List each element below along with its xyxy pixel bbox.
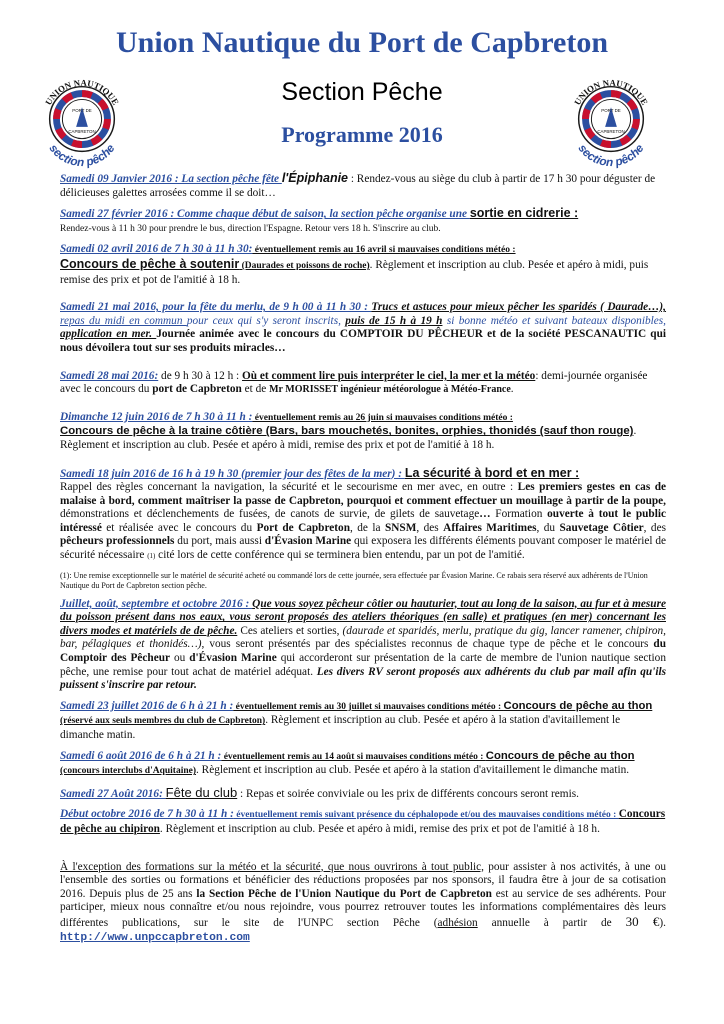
event-date: Samedi 09 Janvier 2016 : La section pêche fête: [60, 173, 282, 185]
footer-text: pour assister à nos activités, à une ou l'ensemble des sorties ou formations et bénéficier des réductions proposées par nos sponsors, il faudra être à jour de sa cotisation 2016. Depuis plus de 25 ans: [60, 860, 666, 900]
event-text: , des: [416, 521, 444, 534]
event-date: Samedi 23 juillet 2016 de 6 h à 21 h :: [60, 699, 234, 712]
event-fete-merlu: [60, 301, 666, 355]
footnote: (1): Une remise exceptionnelle sur le matériel de sécurité acheté ou commandé lors de cette journée, sera effectuée par Évasion Marine. Ce rabais sera réservé aux adhérents de l'Union Nautique du Port de Capbreton section pêche.: [60, 570, 648, 590]
event-part: puis de 15 h à 19 h: [345, 314, 443, 327]
event-text: Les premiers gestes en cas de malaise à bord, comment maîtriser la passe de Capbreton, pourquoi et comment effectuer un mouillage à partir de la poupe,: [60, 481, 666, 507]
event-org: Mr MORISSET ingénieur météorologue à Météo-France: [269, 384, 511, 396]
event-date: Samedi 18 juin 2016 de 16 h à 19 h 30 (premier jour des fêtes de la mer) :: [60, 467, 405, 480]
event-text: Ces ateliers et sorties,: [237, 624, 343, 637]
programme-heading: Programme 2016: [281, 122, 443, 147]
event-list: [60, 172, 666, 952]
event-text: : Rendez-vous au siège du club à partir de 17 h 30 pour déguster de délicieuses galettes arrosées comme il se doit…: [60, 173, 656, 199]
event-date: Samedi 6 août 2016 de 6 h à 21 h :: [60, 749, 222, 762]
event-text: ou: [170, 652, 190, 665]
event-text: Rendez-vous à 11 h 30 pour prendre le bus, direction l'Espagne. Retour vers 18 h. S'inscrire au club.: [60, 223, 441, 234]
svg-text:CAPBRETON: CAPBRETON: [597, 128, 625, 134]
footer-paragraph: [60, 861, 666, 946]
event-text: Journée animée avec le concours du COMPTOIR DU PÊCHEUR et de la société PESCANAUTIC qui nous dévoilera tout sur ses produits miracles…: [60, 328, 666, 354]
event-highlight: Concours de pêche au thon: [503, 699, 653, 712]
event-highlight: l'Épiphanie: [281, 171, 349, 185]
event-highlight: Fête du club: [165, 784, 238, 800]
event-date: Samedi 27 février 2016 : Comme chaque début de saison, la section pêche organise une: [60, 208, 470, 221]
event-text: : demi-journée organisée avec le concours du: [60, 369, 648, 396]
event-date: Samedi 21 mai 2016, pour la fête du merlu, de 9 h 00 à 11 h 30 :: [60, 301, 372, 314]
website-link[interactable]: http://www.unpccapbreton.com: [60, 931, 250, 944]
footer-text: annuelle à partir de: [477, 916, 626, 929]
club-logo-left: [33, 72, 131, 170]
event-fete-club: [60, 786, 666, 802]
svg-text:CAPBRETON: CAPBRETON: [68, 128, 96, 134]
svg-text:section pêche: section pêche: [575, 141, 647, 170]
footer-text: ).: [659, 916, 666, 929]
event-ateliers-ete: [60, 598, 666, 693]
event-text: du port, mais aussi: [174, 535, 265, 548]
event-text: qui accorderont sur présentation de la carte de membre de l'union nautique section pêche, une remise pour tout achat de matériel adéquat.: [60, 652, 666, 678]
event-date: Dimanche 12 juin 2016 de 7 h 30 à 11 h :: [60, 410, 253, 423]
event-text: d'Évasion Marine: [264, 535, 352, 548]
footer-text: adhésion: [437, 916, 478, 929]
event-text: pêcheurs professionnels: [60, 535, 175, 548]
event-text: Port de Capbreton: [256, 521, 350, 534]
event-text: …: [479, 508, 491, 521]
section-subtitle: Section Pêche: [281, 78, 443, 106]
event-date: Samedi 02 avril 2016 de 7 h 30 à 11 h 30:: [60, 243, 253, 256]
event-text: . Règlement et inscription au club. Pesée et apéro à la station d'avitaillement le dimanche matin.: [196, 764, 630, 777]
event-detail: (concours interclubs d'Aquitaine): [60, 766, 197, 777]
event-org: port de Capbreton: [152, 383, 242, 396]
event-part: pour ceux qui s'y seront inscrits,: [186, 314, 346, 327]
event-detail: (réservé aux seuls membres du club de Capbreton): [60, 716, 266, 727]
event-text: d'Évasion Marine: [189, 652, 277, 665]
event-text: , du: [536, 521, 560, 534]
event-securite: [60, 467, 666, 564]
event-text: du Comptoir des Pêcheur: [60, 638, 666, 665]
event-part: repas du midi en commun: [60, 314, 187, 327]
event-text: (daurade et sparidés, merlu, pratique du gig, lancer ramener, chipiron, bar, pélagiques et thonidés…): [60, 624, 667, 651]
event-date: Début octobre 2016 de 7 h 30 à 11 h :: [60, 808, 234, 821]
event-date: Samedi 27 Août 2016:: [60, 787, 166, 800]
event-note: éventuellement remis au 16 avril si mauvaises conditions météo :: [252, 245, 516, 256]
event-highlight: Concours de pêche à la traine côtière (Bars, bars mouchetés, bonites, orphies, thonidés (sauf thon rouge): [60, 425, 634, 438]
event-chipiron: [60, 808, 666, 836]
event-thon-aout: [60, 750, 666, 779]
footer-text: la Section Pêche de l'Union Nautique du Port de Capbreton: [196, 887, 492, 900]
svg-text:section pêche: section pêche: [46, 141, 118, 170]
event-text: Affaires Maritimes: [443, 521, 537, 534]
event-highlight: La sécurité à bord et en mer :: [404, 465, 580, 480]
membership-price: 30 €: [625, 913, 660, 929]
event-text: démonstrations et déclenchements de fusées, de canots de survie, de gilets de sauvetage: [60, 508, 480, 521]
event-meteo: [60, 370, 666, 397]
event-traine-cotiere: [60, 411, 666, 453]
footer-text: est au service de ses adhérents. Pour participer, mieux nous connaître et/ou nous rejoindre, vous pourrez retrouver toutes les informations complémentaires dès leurs différentes publications, sur le site de l'UNPC section Pêche (: [60, 887, 667, 929]
svg-text:PORT DE: PORT DE: [72, 108, 92, 114]
event-text: . Règlement et inscription au club. Pesée et apéro à midi, remise des prix et pot de l'amitié à 18 h.: [159, 822, 600, 835]
event-thon-juillet: [60, 700, 666, 743]
event-highlight: Que vous soyez pêcheur côtier ou hauturier, tout au long de la saison, au fur et à mesure du poisson présent dans nos eaux, vous seront proposés des ateliers théoriques (en salle) et pratiques (en mer) concernant les divers modes et matériels de de pêche.: [60, 597, 666, 637]
footer-text: À l'exception des formations sur la météo et la sécurité, que nous ouvrirons à tout public,: [60, 860, 484, 873]
club-logo-right: [562, 72, 660, 170]
event-text: ouverte à tout le public intéressé: [60, 508, 666, 534]
event-text: Rappel des règles concernant la navigation, la sécurité et le secourisme en mer avec, en outre :: [60, 481, 518, 494]
event-text: et de: [241, 383, 270, 396]
event-text: de 9 h 30 à 12 h :: [158, 369, 243, 382]
event-note: éventuellement remis suivant présence du céphalopode et/ou des mauvaises conditions météo :: [233, 810, 619, 821]
event-text: , des: [643, 521, 666, 534]
event-text: : Repas et soirée conviviale ou les prix de différents concours seront remis.: [237, 787, 579, 800]
event-text: SNSM: [384, 521, 417, 534]
event-note: éventuellement remis au 30 juillet si mauvaises conditions météo :: [233, 701, 504, 712]
event-part: Trucs et astuces pour mieux pêcher les sparidés ( Daurade…),: [371, 301, 667, 314]
event-text: Sauvetage Côtier: [559, 521, 644, 534]
event-part: si bonne météo et suivant bateaux disponibles,: [442, 314, 666, 327]
event-highlight: Concours de pêche au chipiron: [60, 808, 666, 835]
event-text: cité lors de cette conférence qui se terminera bien entendu, par un pot de l'amitié.: [155, 549, 525, 562]
event-highlight: Concours de pêche au thon: [485, 749, 635, 762]
footnote-ref: (1): [147, 552, 156, 561]
event-text: . Règlement et inscription au club. Pesée et apéro à la station d'avitaillement le dimanche matin.: [60, 714, 621, 741]
event-note: éventuellement remis au 26 juin si mauvaises conditions météo :: [252, 412, 513, 423]
event-text: qui exposera les différents éléments pouvant composer le matériel de sécurité nécessaire: [60, 535, 666, 562]
event-highlight: sortie en cidrerie :: [469, 206, 579, 221]
event-date: Juillet, août, septembre et octobre 2016 :: [60, 597, 253, 610]
event-date: Samedi 28 mai 2016:: [60, 369, 159, 382]
event-epiphanie: [60, 172, 666, 200]
event-text: . Règlement et inscription au club. Pesée et apéro à midi, puis remise des prix et pot de l'amitié à 18 h.: [60, 258, 649, 286]
event-cidrerie: [60, 207, 666, 236]
event-text: et réalisée avec le concours du: [101, 521, 257, 534]
svg-text:UNION NAUTIQUE: UNION NAUTIQUE: [43, 77, 121, 107]
event-concours-avril: [60, 243, 666, 287]
event-note: éventuellement remis au 14 août si mauvaises conditions météo :: [221, 751, 486, 762]
svg-text:UNION NAUTIQUE: UNION NAUTIQUE: [572, 77, 650, 107]
event-detail: (Daurades et poissons de roche): [239, 260, 370, 271]
event-text: .: [510, 383, 514, 396]
event-text: , vous seront présentés par des spécialistes reconnus de chaque type de pêche et le concours: [201, 638, 654, 651]
event-text: Formation: [490, 508, 548, 521]
event-text: Les divers RV seront proposés aux adhérents du club par mail afin qu'ils puissent s'inscrire par retour.: [60, 665, 666, 692]
event-text: . Règlement et inscription au club. Pesée et apéro à midi, remise des prix et pot de l'amitié à 18 h.: [60, 425, 637, 451]
event-part: application en mer.: [60, 328, 157, 341]
svg-text:PORT DE: PORT DE: [601, 108, 621, 114]
event-highlight: Concours de pêche à soutenir: [60, 256, 240, 271]
page-title: Union Nautique du Port de Capbreton: [115, 26, 609, 59]
event-highlight: Où et comment lire puis interpréter le ciel, la mer et la météo: [242, 369, 536, 382]
event-text: , de la: [349, 521, 385, 534]
